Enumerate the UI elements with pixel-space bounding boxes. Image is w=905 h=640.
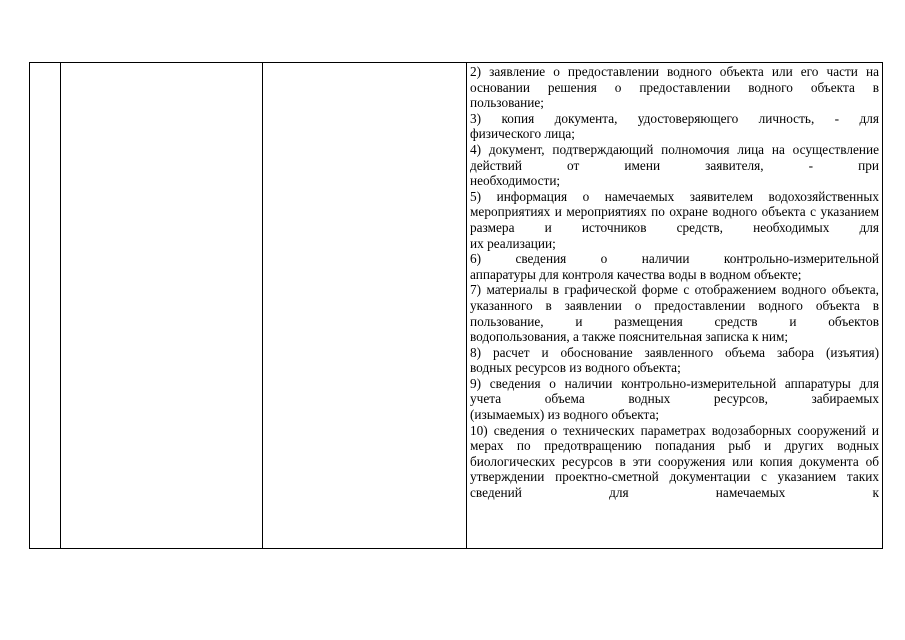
list-item-lead: 3) копия документа, удостоверяющего личность, - для xyxy=(470,110,879,126)
list-item xyxy=(470,142,879,189)
list-item xyxy=(470,376,879,423)
list-item-lead: 9) сведения о наличии контрольно-измерительной аппаратуры для учета объема водных ресурсов, забираемых xyxy=(470,375,879,407)
service-name-cell xyxy=(61,63,263,549)
list-item-lead: 7) материалы в графической форме с отображением водного объекта, указанного в заявлении о предоставлении водного объекта в пользование, и размещения средств и объектов xyxy=(470,282,879,329)
list-item xyxy=(470,423,879,501)
list-item-lead: 8) расчет и обоснование заявленного объема забора (изъятия) xyxy=(470,344,879,360)
list-item-tail: пользование; xyxy=(470,95,544,111)
legal-basis-cell xyxy=(263,63,467,549)
documents-list xyxy=(467,63,882,548)
list-item xyxy=(470,251,879,282)
list-item xyxy=(470,64,879,111)
list-item xyxy=(470,345,879,376)
list-item-lead: 4) документ, подтверждающий полномочия лица на осуществление действий от имени заявителя, - при xyxy=(470,141,879,173)
list-item-tail: (изымаемых) из водного объекта; xyxy=(470,407,660,423)
list-item-tail: аппаратуры для контроля качества воды в водном объекте; xyxy=(470,266,802,282)
number-cell xyxy=(30,63,61,549)
list-item-tail: их реализации; xyxy=(470,235,556,251)
list-item-tail: водных ресурсов из водного объекта; xyxy=(470,360,681,376)
list-item-tail: физического лица; xyxy=(470,126,575,142)
list-item-lead: 10) сведения о технических параметрах водозаборных сооружений и мерах по предотвращению попадания рыб и других водных биологических ресурсов в эти сооружения или копия документа об утверждении проектно-сметной документации с указанием таких сведений для намечаемых к xyxy=(470,422,879,501)
list-item xyxy=(470,189,879,251)
documents-list-cell xyxy=(467,63,883,549)
list-item-lead: 2) заявление о предоставлении водного объекта или его части на основании решения о предоставлении водного объекта в xyxy=(470,64,879,95)
requirements-table xyxy=(29,62,883,549)
list-item-tail: водопользования, а также пояснительная записка к ним; xyxy=(470,329,789,345)
list-item-tail: необходимости; xyxy=(470,173,561,189)
table-row xyxy=(30,63,883,549)
list-item xyxy=(470,111,879,142)
list-item xyxy=(470,282,879,344)
list-item-lead: 6) сведения о наличии контрольно-измерительной xyxy=(470,251,879,267)
list-item-lead: 5) информация о намечаемых заявителем водохозяйственных мероприятиях и мероприятиях по охране водного объекта с указанием размера и источников средств, необходимых для xyxy=(470,188,879,235)
